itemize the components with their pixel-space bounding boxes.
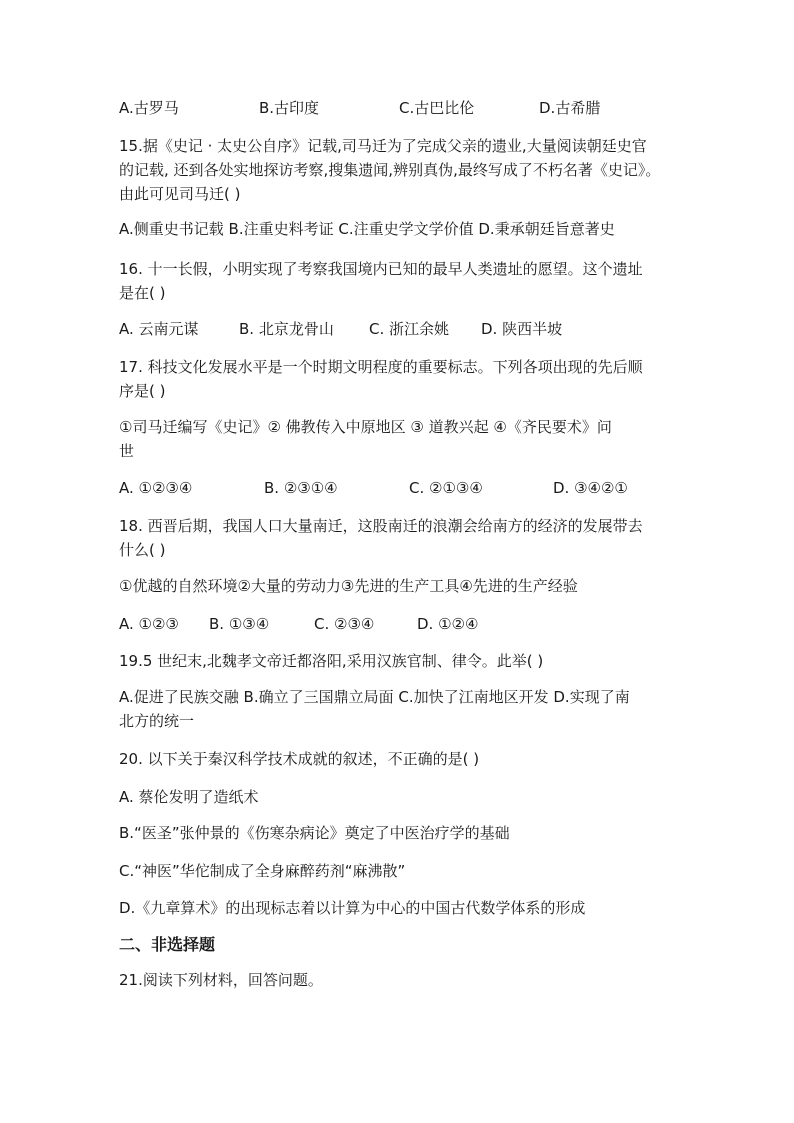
q15-line-2: 的记载, 还到各处实地探访考察,搜集遗闻,辨别真伪,最终写成了不朽名著《史记》。 [119,161,661,179]
q19-line-3: 北方的统一 [119,712,195,730]
q18-option-a: A. ①②③ [119,615,179,633]
q20-option-d: D.《九章算术》的出现标志着以计算为中心的中国古代数学体系的形成 [119,899,586,917]
q17-option-b: B. ②③①④ [264,479,338,497]
q14-option-a: A.古罗马 [119,99,179,117]
q16-option-a: A. 云南元谋 [119,320,199,338]
q18-option-b: B. ①③④ [209,615,270,633]
section-heading: 二、非选择题 [119,935,216,954]
q15-options: A.侧重史书记载 B.注重史料考证 C.注重史学文学价值 D.秉承朝廷旨意著史 [119,220,615,238]
q15-line-3: 由此可见司马迁( ) [119,185,241,203]
q17-line-1: 17. 科技文化发展水平是一个时期文明程度的重要标志。下列各项出现的先后顺 [119,358,643,376]
q20-option-b: B.“医圣”张仲景的《伤寒杂病论》奠定了中医治疗学的基础 [119,824,510,842]
q20-option-a: A. 蔡伦发明了造纸术 [119,788,259,806]
q15-line-1: 15.据《史记 · 太史公自序》记载,司马迁为了完成父亲的遗业,大量阅读朝廷史官 [119,137,647,155]
q17-line-2: 序是( ) [119,382,166,400]
q19-line-2: A.促进了民族交融 B.确立了三国鼎立局面 C.加快了江南地区开发 D.实现了南 [119,688,630,706]
q21-stem: 21.阅读下列材料，回答问题。 [119,971,323,989]
q18-line-1: 18. 西晋后期，我国人口大量南迁，这股南迁的浪潮会给南方的经济的发展带去 [119,517,643,535]
q16-line-2: 是在( ) [119,284,166,302]
q17-line-3: ①司马迁编写《史记》② 佛教传入中原地区 ③ 道教兴起 ④《齐民要术》问 [119,418,612,436]
q17-option-c: C. ②①③④ [409,479,483,497]
q17-option-d: D. ③④②① [553,479,628,497]
q16-option-c: C. 浙江余姚 [369,320,450,338]
q18-option-c: C. ②③④ [314,615,375,633]
q16-option-d: D. 陕西半坡 [481,320,563,338]
q18-line-3: ①优越的自然环境②大量的劳动力③先进的生产工具④先进的生产经验 [119,577,578,595]
q19-line-1: 19.5 世纪末,北魏孝文帝迁都洛阳,采用汉族官制、律令。此举( ) [119,652,544,670]
q14-option-c: C.古巴比伦 [399,99,475,117]
q18-option-d: D. ①②④ [417,615,479,633]
q16-line-1: 16. 十一长假，小明实现了考察我国境内已知的最早人类遗址的愿望。这个遗址 [119,260,643,278]
q17-option-a: A. ①②③④ [119,479,193,497]
q14-option-b: B.古印度 [259,99,320,117]
q14-option-d: D.古希腊 [539,99,601,117]
q17-line-4: 世 [119,442,135,460]
q20-option-c: C.“神医”华佗制成了全身麻醉药剂“麻沸散” [119,862,406,880]
q18-line-2: 什么( ) [119,541,166,559]
q16-option-b: B. 北京龙骨山 [239,320,334,338]
q20-stem: 20. 以下关于秦汉科学技术成就的叙述，不正确的是( ) [119,750,480,768]
